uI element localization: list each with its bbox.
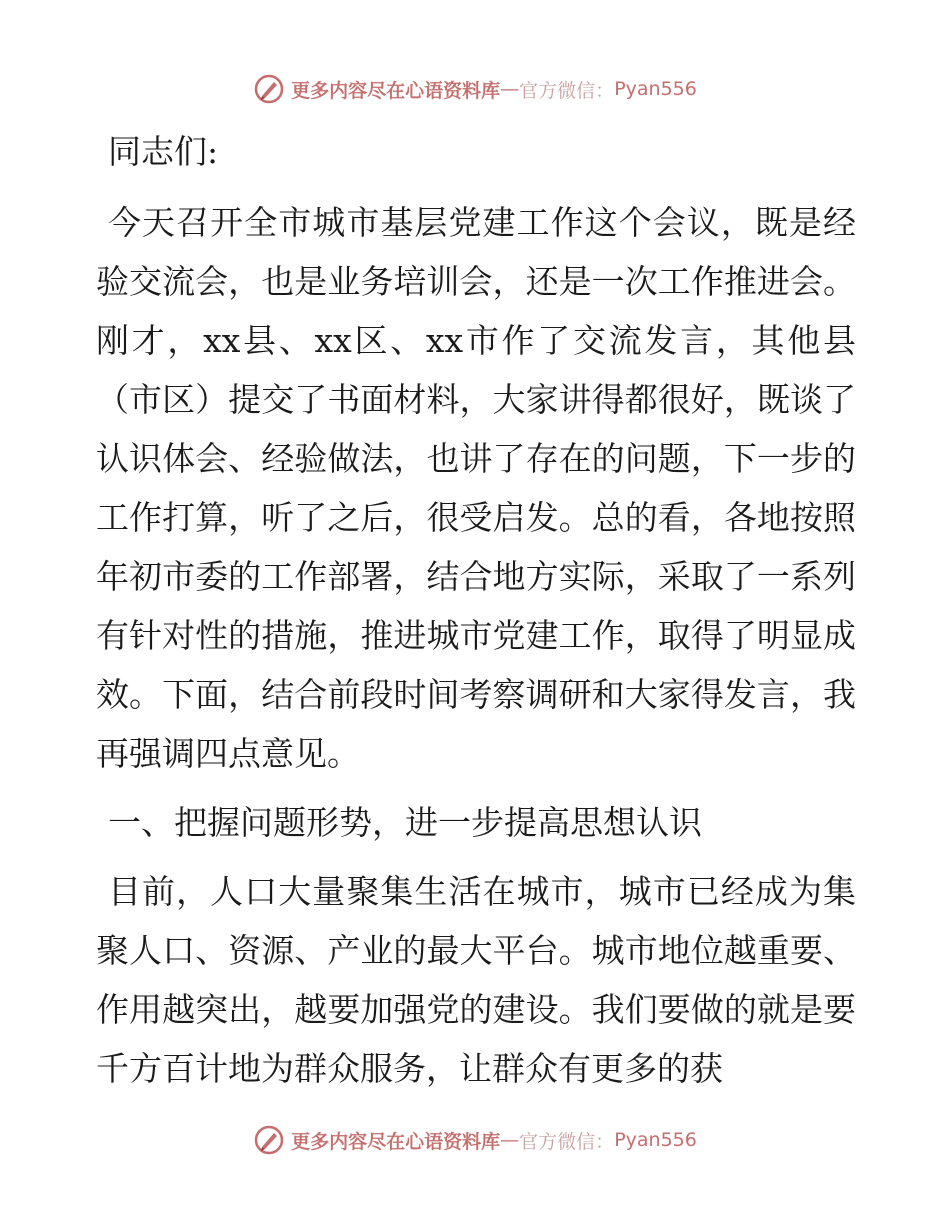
watermark-wechat-id: Pyan556	[614, 78, 697, 100]
footer-watermark	[0, 1124, 950, 1156]
watermark-main-text: 更多内容尽在心语资料库	[291, 79, 501, 102]
pen-logo-icon	[253, 1124, 285, 1156]
watermark-sub-text: 官方微信：	[519, 79, 615, 102]
document-body	[96, 122, 856, 1108]
pen-logo-icon	[253, 73, 285, 105]
watermark-sub-text: 官方微信：	[519, 1130, 615, 1153]
watermark-main-text: 更多内容尽在心语资料库	[291, 1130, 501, 1153]
watermark-separator: —	[500, 1129, 520, 1151]
watermark-separator: —	[500, 78, 520, 100]
paragraph-1: 今天召开全市城市基层党建工作这个会议，既是经验交流会，也是业务培训会，还是一次工作推进会。刚才，xx县、xx区、xx市作了交流发言，其他县（市区）提交了书面材料，大家讲得都很好，既谈了认识体会、经验做法，也讲了存在的问题，下一步的工作打算，听了之后，很受启发。总的看，各地按照年初市委的工作部署，结合地方实际，采取了一系列有针对性的措施，推进城市党建工作，取得了明显成效。下面，结合前段时间考察调研和大家得发言，我再强调四点意见。	[96, 203, 856, 773]
paragraph-2: 目前，人口大量聚集生活在城市，城市已经成为集聚人口、资源、产业的最大平台。城市地位越重要、作用越突出，越要加强党的建设。我们要做的就是要千方百计地为群众服务，让群众有更多的获	[96, 872, 856, 1088]
greeting: 同志们:	[108, 132, 219, 171]
header-watermark	[0, 73, 950, 105]
section-heading-1: 一、把握问题形势，进一步提高思想认识	[108, 803, 702, 842]
watermark-wechat-id: Pyan556	[614, 1129, 697, 1151]
